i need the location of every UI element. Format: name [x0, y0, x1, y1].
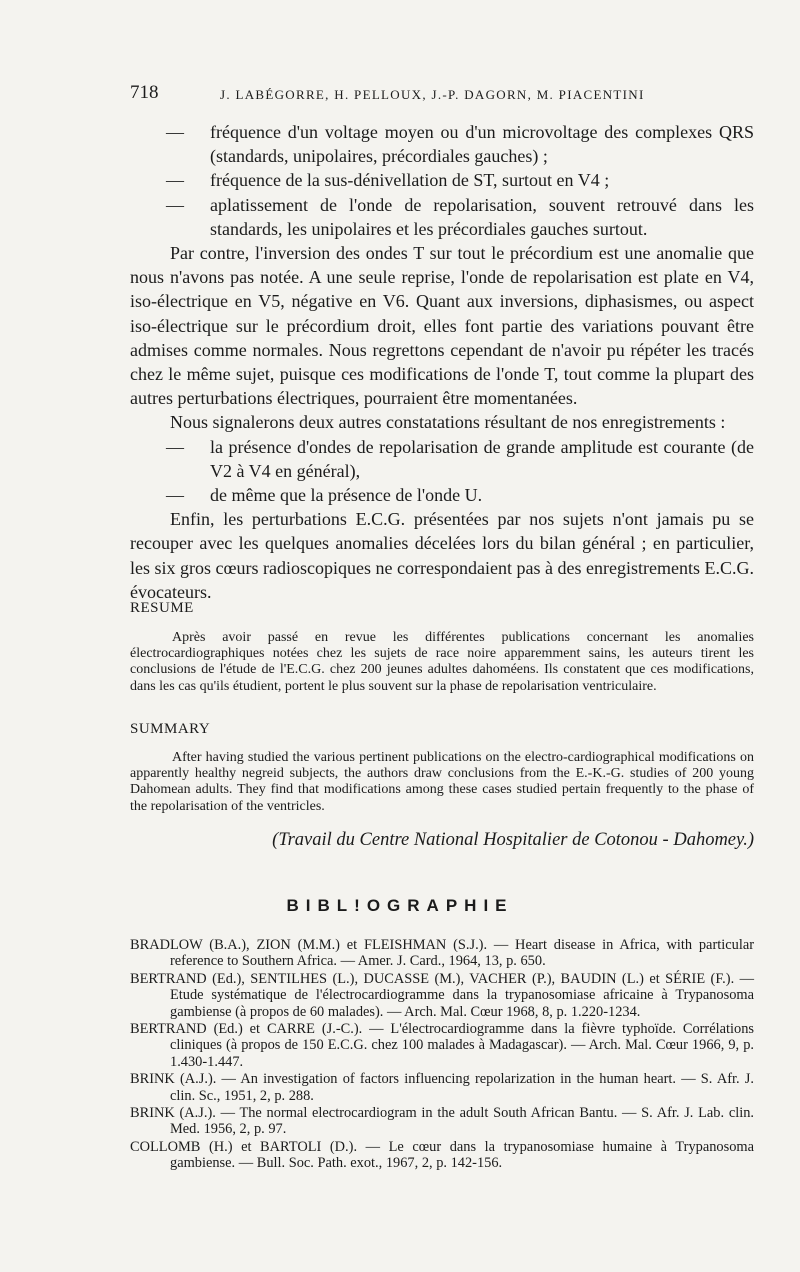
reference-item: BERTRAND (Ed.), SENTILHES (L.), DUCASSE (M.), VACHER (P.), BAUDIN (L.) et SÉRIE (F.). — Etude systématique de l'électrocardiogramme dans la trypanosomiase africaine à Trypanosoma gambiense (à propos de 60 malades). — Arch. Mal. Cœur 1968, 8, p. 1.220-1234. [130, 970, 754, 1020]
list-item-text: fréquence d'un voltage moyen ou d'un microvoltage des complexes QRS (standards, unipolaires, précordiales gauches) ; [210, 122, 754, 167]
list-item-text: fréquence de la sus-dénivellation de ST, surtout en V4 ; [210, 170, 610, 191]
page-header [130, 82, 760, 108]
reference-item: BRINK (A.J.). — An investigation of factors influencing repolarization in the human heart. — S. Afr. J. clin. Sc., 1951, 2, p. 288. [130, 1071, 754, 1104]
resume-text: Après avoir passé en revue les différentes publications concernant les anomalies électrocardiographiques notées chez les sujets de race noire apparemment sains, les auteurs tirent les conclusions de l'étude de l'E.C.G. chez 200 jeunes adultes dahoméens. Ils constatent que ces modifications, dans les cas qu'ils étudient, portent le plus souvent sur la phase de repolarisation ventriculaire. [130, 630, 754, 694]
page-number: 718 [130, 82, 159, 103]
reference-item: COLLOMB (H.) et BARTOLI (D.). — Le cœur dans la trypanosomiase humaine à Trypanosoma gambiense. — Bull. Soc. Path. exot., 1967, 2, p. 142-156. [130, 1138, 754, 1172]
dash-marker: — [166, 170, 184, 191]
list-item [130, 168, 754, 192]
resume-title: RESUME [130, 600, 194, 616]
reference-item: BRINK (A.J.). — The normal electrocardiogram in the adult South African Bantu. — S. Afr. J. Lab. clin. Med. 1956, 2, p. 97. [130, 1105, 754, 1138]
reference-item: BRADLOW (B.A.), ZION (M.M.) et FLEISHMAN (S.J.). — Heart disease in Africa, with particular reference to Southern Africa. — Amer. J. Card., 1964, 13, p. 650. [130, 937, 754, 970]
summary-title: SUMMARY [130, 721, 211, 737]
summary-text: After having studied the various pertinent publications on the electro-cardiographical modifications on apparently healthy negreid subjects, the authors draw conclusions from the E.-K.-G. studies of 200 young Dahomean adults. They find that modifications among these cases studied pertain frequently to the phase of the repolarisation of the ventricles. [130, 750, 754, 814]
paragraph: Nous signalerons deux autres constatations résultant de nos enregistrements : [170, 412, 726, 433]
body-text [130, 120, 754, 604]
paragraph: Enfin, les perturbations E.C.G. présentées par nos sujets n'ont jamais pu se recouper avec les quelques anomalies décelées lors du bilan général ; en particulier, les six gros cœurs radioscopiques ne correspondaient pas à des enregistrements E.C.G. évocateurs. [130, 509, 754, 602]
list-item-text: de même que la présence de l'onde U. [210, 485, 483, 506]
reference-list [130, 937, 754, 1173]
reference-item: BERTRAND (Ed.) et CARRE (J.-C.). — L'électrocardiogramme dans la fièvre typhoïde. Corrélations cliniques (à propos de 150 E.C.G. chez 100 malades à Madagascar). — Arch. Mal. Cœur 1966, 9, p. 1.430-1.447. [130, 1021, 754, 1070]
dash-marker: — [166, 194, 184, 215]
list-item [130, 193, 754, 241]
bibliography-title: BIBL!OGRAPHIE [286, 896, 514, 915]
dash-marker: — [166, 436, 184, 457]
paragraph: Par contre, l'inversion des ondes T sur tout le précordium est une anomalie que nous n'avons pas notée. A une seule reprise, l'onde de repolarisation est plate en V4, iso-électrique en V5, négative en V6. Quant aux inversions, diphasismes, ou aspect iso-électrique sur le précordium droit, elles font partie des variations pouvant être admises comme normales. Nous regrettons cependant de n'avoir pu répéter les tracés chez le même sujet, puisque ces modifications de l'onde T, tout comme la plupart des autres perturbations électriques, pourraient être momentanées. [130, 243, 754, 409]
list-item-text: la présence d'ondes de repolarisation de grande amplitude est courante (de V2 à V4 en général), [210, 436, 754, 481]
list-item [130, 120, 754, 168]
affiliation: (Travail du Centre National Hospitalier de Cotonou - Dahomey.) [272, 830, 754, 850]
list-item-text: aplatissement de l'onde de repolarisation, souvent retrouvé dans les standards, les unipolaires et les précordiales gauches surtout. [210, 194, 754, 239]
list-item [130, 435, 754, 483]
dash-marker: — [166, 122, 184, 142]
running-head-authors: J. LABÉGORRE, H. PELLOUX, J.-P. DAGORN, M. PIACENTINI [220, 87, 645, 102]
list-item [130, 483, 754, 507]
dash-marker: — [166, 485, 184, 506]
